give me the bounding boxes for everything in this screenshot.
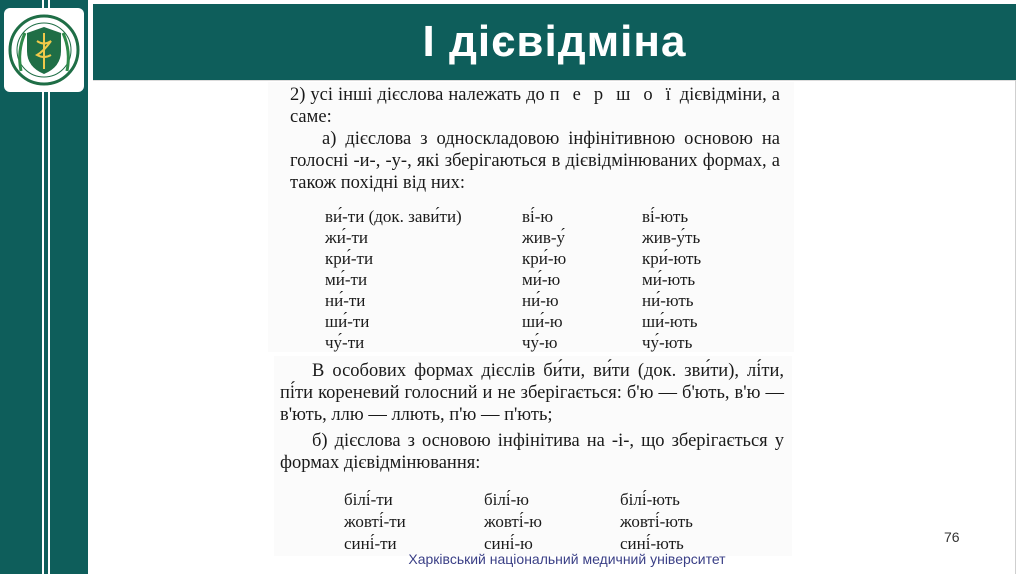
slide-title: І дієвідміна (422, 17, 687, 66)
first-person-cell: жив-у́ (522, 228, 566, 247)
table-row (268, 291, 794, 312)
table-row (268, 270, 794, 291)
university-logo (4, 8, 84, 92)
third-plural-cell: жовті́-ють (620, 512, 693, 531)
first-person-cell: сині́-ю (484, 534, 533, 553)
infinitive-cell: кри́-ти (325, 249, 374, 268)
university-crest-icon (7, 11, 81, 89)
infinitive-cell: жи́-ти (325, 228, 369, 247)
first-person-cell: чу́-ю (522, 333, 558, 352)
textbook-scan-1 (268, 82, 794, 352)
third-plural-cell: ві́-ють (642, 207, 689, 226)
paragraph: В особових формах дієслів би́ти, ви́ти (док. зви́ти), лі́ти, пі́ти кореневий голосний и не зберігається: б'ю — б'ють, в'ю — в'ють, ллю — ллють, п'ю — п'ють; (280, 361, 784, 425)
third-plural-cell: чу́-ють (642, 333, 693, 352)
text-fragment: 2) усі інші дієслова належать до (290, 85, 550, 105)
first-person-cell: ми́-ю (522, 270, 561, 289)
infinitive-cell: ши́-ти (325, 312, 370, 331)
first-person-cell: жовті́-ю (484, 512, 542, 531)
infinitive-cell: білі́-ти (344, 490, 393, 509)
first-person-cell: ши́-ю (522, 312, 563, 331)
third-plural-cell: ши́-ють (642, 312, 698, 331)
table-row (268, 312, 794, 333)
first-person-cell: ві́-ю (522, 207, 554, 226)
table-row (274, 490, 792, 511)
third-plural-cell: білі́-ють (620, 490, 680, 509)
third-plural-cell: ми́-ють (642, 270, 696, 289)
infinitive-cell: сині́-ти (344, 534, 397, 553)
paragraph (268, 84, 794, 128)
table-row (268, 207, 794, 228)
infinitive-cell: ни́-ти (325, 291, 366, 310)
infinitive-cell: ви́-ти (док. зави́ти) (325, 207, 462, 226)
table-row (274, 512, 792, 533)
third-plural-cell: ни́-ють (642, 291, 694, 310)
table-row (268, 333, 794, 354)
textbook-scan-2 (274, 356, 792, 556)
infinitive-cell: ми́-ти (325, 270, 368, 289)
footer-text: Харківський національний медичний університет (408, 551, 726, 567)
third-plural-cell: жив-у́ть (642, 228, 701, 247)
first-person-cell: ни́-ю (522, 291, 559, 310)
frame-line (93, 80, 1016, 81)
paragraph: а) дієслова з односкладовою інфінітивною основою на голосні -и-, -у-, які зберігаються в дієвідмінюваних формах, а також похідні від них: (290, 129, 780, 193)
infinitive-cell: жовті́-ти (344, 512, 406, 531)
table-row (268, 249, 794, 270)
infinitive-cell: чу́-ти (325, 333, 365, 352)
frame-line (1015, 80, 1016, 574)
third-plural-cell: кри́-ють (642, 249, 702, 268)
paragraph: б) дієслова з основою інфінітива на -і-, що зберігається у формах дієвідмінювання: (280, 431, 784, 473)
third-plural-cell: сині́-ють (620, 534, 684, 553)
emphasized-text: п е р ш о ї (549, 85, 675, 105)
first-person-cell: білі́-ю (484, 490, 529, 509)
text-fragment: дієвідміни, а саме: (290, 85, 780, 127)
title-bar (93, 4, 1016, 80)
table-row (268, 228, 794, 249)
first-person-cell: кри́-ю (522, 249, 567, 268)
page-number: 76 (944, 529, 960, 545)
